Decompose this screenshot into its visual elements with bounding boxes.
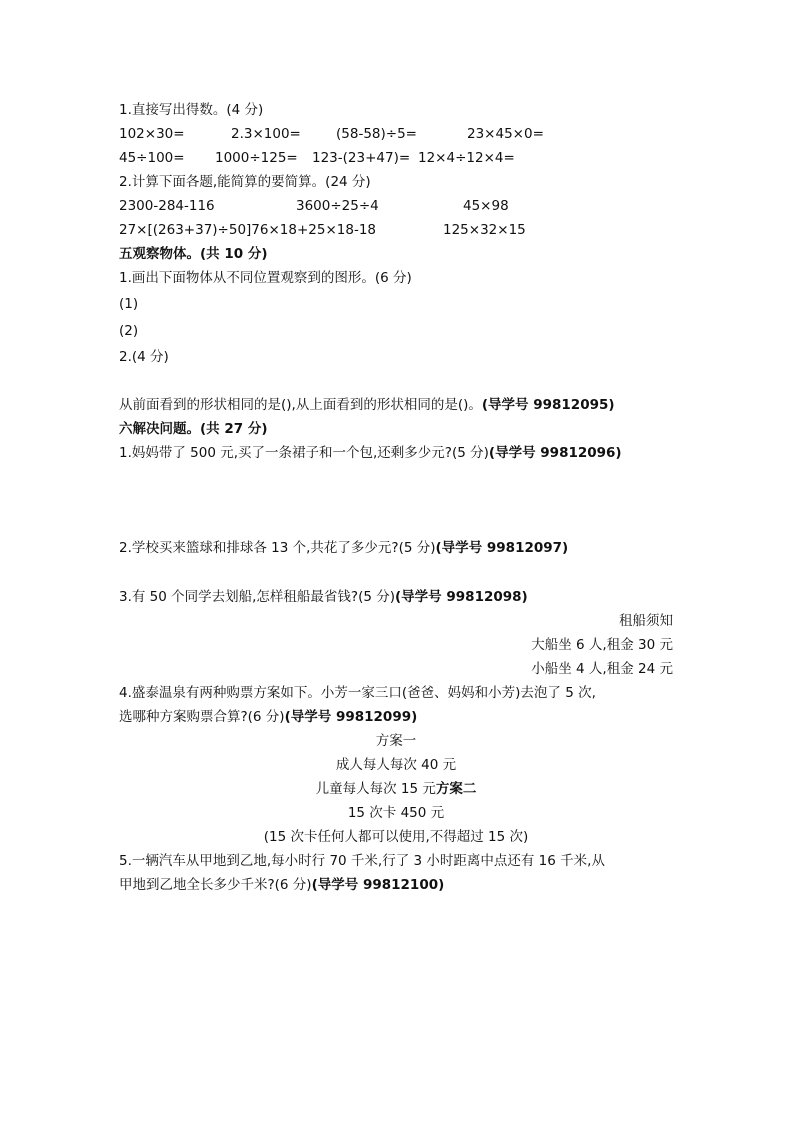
expr-1000div125: 1000÷125= — [215, 150, 298, 166]
s6-q1-line — [119, 443, 622, 463]
s6-q4-line2 — [119, 707, 417, 727]
s5-q2-text: 从前面看到的形状相同的是(),从上面看到的形状相同的是()。 — [119, 397, 482, 413]
plan1-child: 儿童每人每次 15 元 — [315, 781, 436, 797]
s5-q1a: (1) — [119, 296, 139, 312]
expr-123-minus: 123-(23+47)= — [312, 150, 411, 166]
expr-45x98: 45×98 — [463, 198, 509, 214]
s5-q2: 2.(4 分) — [119, 349, 169, 365]
expr-125x32x15: 125×32×15 — [443, 222, 526, 238]
ref-99812099: (导学号 99812099) — [284, 709, 418, 725]
plan2-note: (15 次卡任何人都可以使用,不得超过 15 次) — [263, 829, 529, 845]
ref-99812097: (导学号 99812097) — [435, 540, 569, 556]
section5-heading: 五观察物体。(共 10 分) — [119, 246, 268, 262]
s6-q5-text: 甲地到乙地全长多少千米?(6 分) — [119, 877, 312, 893]
s6-q5-line2 — [119, 875, 444, 895]
s6-q2-line — [119, 538, 568, 558]
plan2-title: 方案二 — [435, 781, 477, 797]
s6-q4-text: 选哪种方案购票合算?(6 分) — [119, 709, 285, 725]
expr-45div100: 45÷100= — [119, 150, 185, 166]
ref-99812100: (导学号 99812100) — [311, 877, 445, 893]
s6-q2: 2.学校买来篮球和排球各 13 个,共花了多少元?(5 分) — [119, 540, 436, 556]
expr-102x30: 102×30= — [119, 126, 185, 142]
s6-q5-line1: 5.一辆汽车从甲地到乙地,每小时行 70 千米,行了 3 小时距离中点还有 16 千米,从 — [119, 853, 605, 869]
boat-rules-title: 租船须知 — [619, 613, 673, 629]
expr-27x-and-76x18: 27×[(263+37)÷50]76×18+25×18-18 — [119, 222, 377, 238]
s5-q1: 1.画出下面物体从不同位置观察到的图形。(6 分) — [119, 270, 412, 286]
expr-12x4: 12×4÷12×4= — [418, 150, 515, 166]
s6-q3: 3.有 50 个同学去划船,怎样租船最省钱?(5 分) — [119, 589, 396, 605]
plan1-child-plan2-line — [119, 779, 673, 799]
boat-rule-small: 小船坐 4 人,租金 24 元 — [531, 661, 673, 677]
expr-58-58: (58-58)÷5= — [336, 126, 417, 142]
s6-q3-line — [119, 587, 528, 607]
q2-title: 2.计算下面各题,能简算的要简算。(24 分) — [119, 174, 371, 190]
ref-99812098: (导学号 99812098) — [395, 589, 528, 605]
boat-rule-big: 大船坐 6 人,租金 30 元 — [531, 637, 673, 653]
s5-q2-text-line — [119, 395, 615, 415]
s6-q1: 1.妈妈带了 500 元,买了一条裙子和一个包,还剩多少元?(5 分) — [119, 445, 489, 461]
plan2-card: 15 次卡 450 元 — [347, 805, 445, 821]
expr-2300: 2300-284-116 — [119, 198, 215, 214]
ref-99812096: (导学号 99812096) — [488, 445, 622, 461]
s5-q1b: (2) — [119, 323, 139, 339]
expr-23x45x0: 23×45×0= — [467, 126, 544, 142]
expr-3600: 3600÷25÷4 — [296, 198, 379, 214]
plan1-adult: 成人每人每次 40 元 — [335, 757, 457, 773]
expr-2.3x100: 2.3×100= — [231, 126, 301, 142]
section6-heading: 六解决问题。(共 27 分) — [119, 421, 268, 437]
plan1-title: 方案一 — [375, 733, 417, 749]
s6-q4-line1: 4.盛泰温泉有两种购票方案如下。小芳一家三口(爸爸、妈妈和小芳)去泡了 5 次, — [119, 685, 596, 701]
q1-title: 1.直接写出得数。(4 分) — [119, 102, 264, 118]
ref-99812095: (导学号 99812095) — [481, 397, 615, 413]
